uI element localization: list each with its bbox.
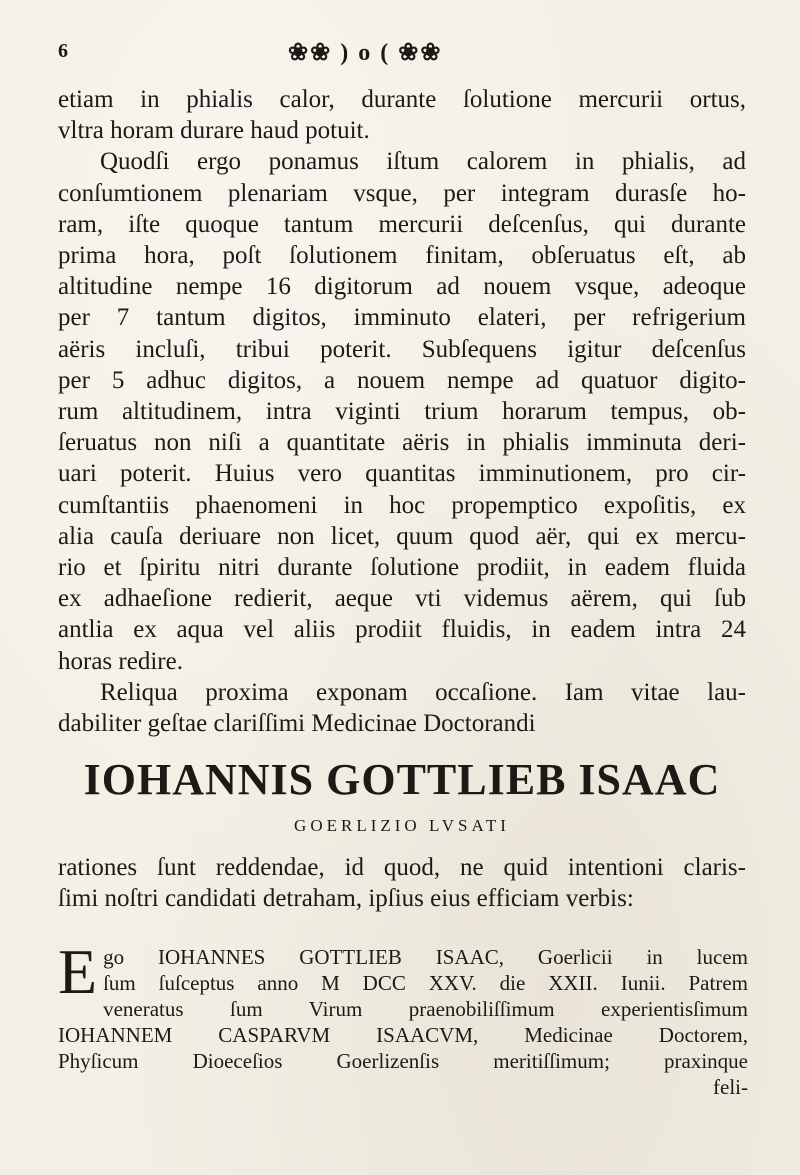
text-line: alia cauſa deriuare non licet, quum quod aër, qui ex mercu-	[58, 522, 746, 550]
text-line: rum altitudinem, intra viginti trium horarum tempus, ob-	[58, 398, 746, 426]
catchword: feli-	[713, 1075, 748, 1099]
text-line: Phyſicum Dioeceſios Goerlizenſis meritiſſimum; praxinque	[58, 1049, 748, 1073]
text-line: Reliqua proxima exponam occaſione. Iam vitae lau-	[100, 678, 746, 706]
text-line: conſumtionem plenariam vsque, per integram durasſe ho-	[58, 179, 746, 207]
text-line: etiam in phialis calor, durante ſolutione mercurii ortus,	[58, 86, 746, 113]
text-line: ſum ſuſceptus anno M DCC XXV. die XXII. Iunii. Patrem	[103, 971, 748, 995]
running-head	[58, 34, 748, 74]
text-line: rationes ſunt reddendae, id quod, ne quid intentioni claris-	[58, 854, 746, 881]
text-line: Quodſi ergo ponamus iſtum calorem in phialis, ad	[100, 148, 746, 176]
place-of-origin: GOERLIZIO LVSATI	[294, 816, 510, 835]
text-line: vltra horam durare haud potuit.	[58, 117, 370, 145]
text-line: altitudine nempe 16 digitorum ad nouem vsque, adeoque	[58, 273, 746, 301]
text-line: veneratus ſum Virum praenobiliſſimum experientisſimum	[103, 997, 748, 1021]
text-line: ram, iſte quoque tantum mercurii deſcenſus, qui durante	[58, 210, 746, 238]
text-line: horas redire.	[58, 647, 183, 675]
candidate-name-heading: IOHANNIS GOTTLIEB ISAAC	[83, 755, 721, 804]
text-line: IOHANNEM CASPARVM ISAACVM, Medicinae Doctorem,	[58, 1023, 748, 1047]
body-text	[58, 84, 746, 739]
drop-cap: E	[58, 936, 98, 1007]
text-line: rio et ſpiritu nitri durante ſolutione prodiit, in eadem fluida	[58, 554, 746, 582]
text-line: per 7 tantum digitos, imminuto elateri, per refrigerium	[58, 304, 746, 332]
page-number: 6	[58, 40, 68, 62]
text-line: ex adhaeſione redierit, aeque vti videmus aërem, qui ſub	[58, 585, 746, 613]
text-line: antlia ex aqua vel aliis prodiit fluidis, in eadem intra 24	[58, 616, 746, 644]
header-ornament: ❀❀ ) o ( ❀❀	[288, 40, 443, 66]
text-line: ſimi noſtri candidati detraham, ipſius eius efficiam verbis:	[58, 885, 634, 912]
text-line: uari poterit. Huius vero quantitas imminutionem, pro cir-	[58, 460, 746, 488]
text-line: aëris incluſi, tribui poterit. Subſequens igitur deſcenſus	[58, 335, 746, 363]
text-line: ſeruatus non niſi a quantitate aëris in phialis imminuta deri-	[58, 429, 746, 457]
vita-paragraph	[58, 936, 748, 1100]
text-line: dabiliter geſtae clariſſimi Medicinae Doctorandi	[58, 710, 536, 738]
text-line: cumſtantiis phaenomeni in hoc propemptico expoſitis, ex	[58, 491, 746, 519]
text-line: prima hora, poſt ſolutionem finitam, obſeruatus eſt, ab	[58, 242, 746, 270]
transition-text	[58, 852, 746, 914]
text-line: per 5 adhuc digitos, a nouem nempe ad quatuor digito-	[58, 366, 746, 394]
text-line: go IOHANNES GOTTLIEB ISAAC, Goerlicii in lucem	[103, 945, 748, 969]
